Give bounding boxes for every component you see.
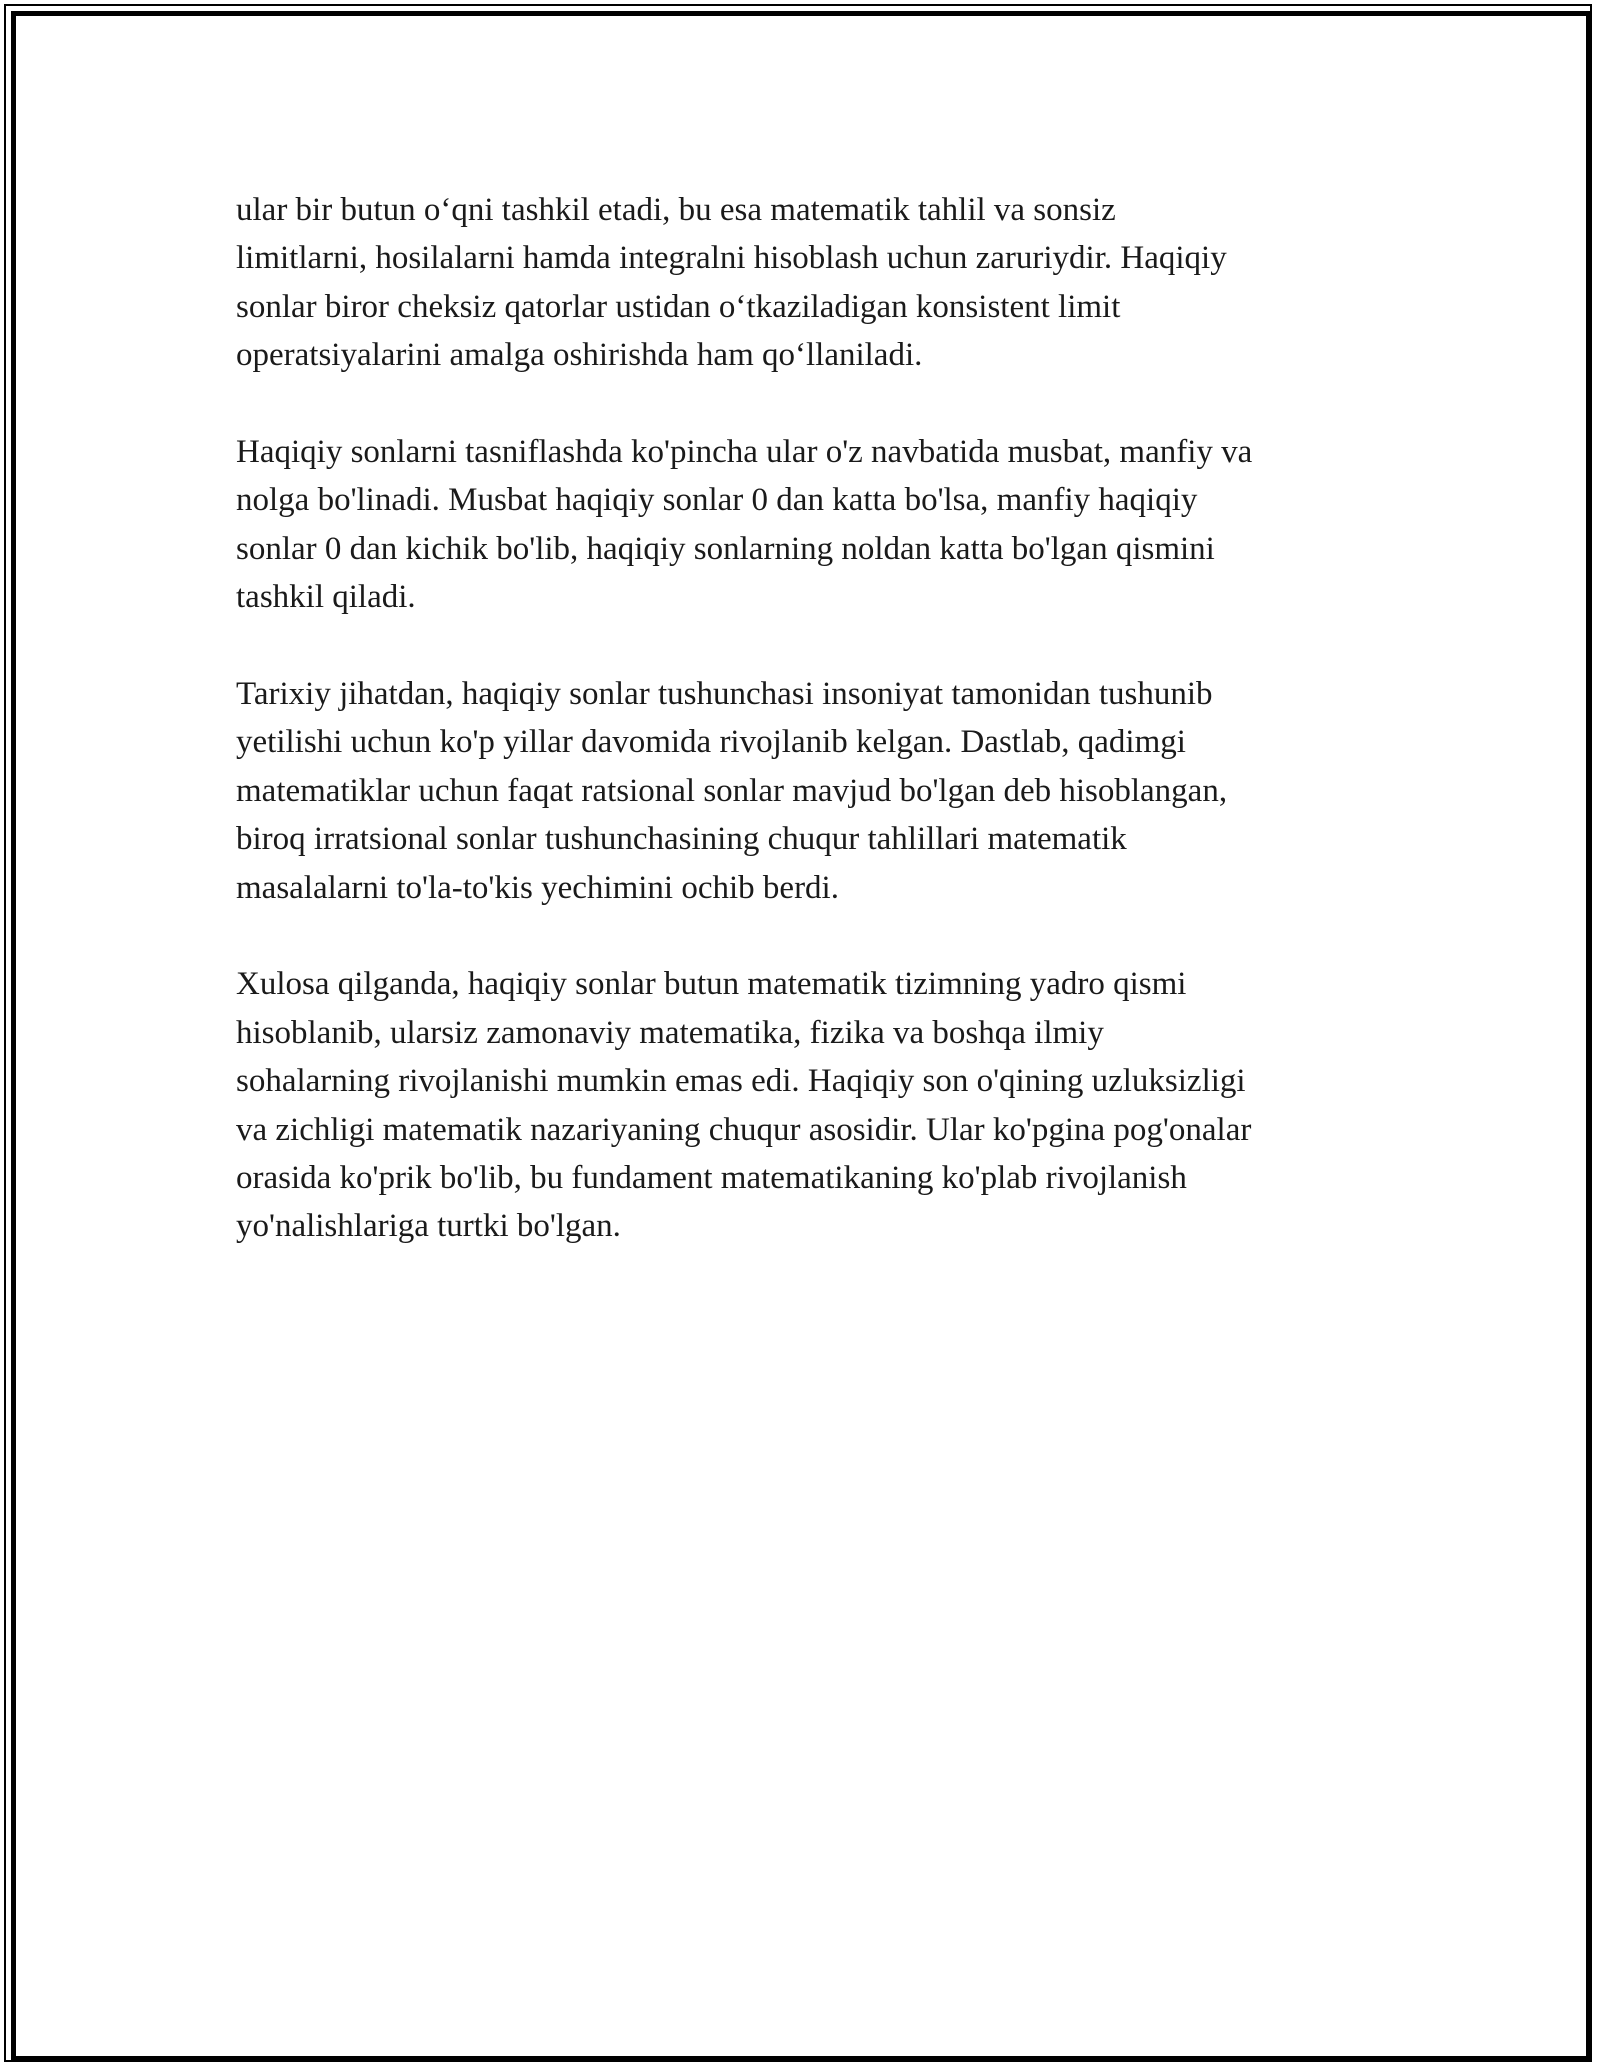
paragraph-3 [236,670,1396,912]
text-line: biroq irratsional sonlar tushunchasining chuqur tahlillari matematik [236,821,1127,858]
paragraph-2 [236,428,1396,622]
text-line: operatsiyalarini amalga oshirishda ham qo‘llaniladi. [236,337,923,374]
text-line: masalalarni to'la-to'kis yechimini ochib berdi. [236,869,839,906]
text-line: tashkil qiladi. [236,579,416,616]
text-line: yo'nalishlariga turtki bo'lgan. [236,1208,621,1245]
text-line: Tarixiy jihatdan, haqiqiy sonlar tushunchasi insoniyat tamonidan tushunib [236,676,1213,713]
text-line: matematiklar uchun faqat ratsional sonlar mavjud bo'lgan deb hisoblangan, [236,772,1228,809]
paragraph-4 [236,960,1396,1250]
text-line: nolga bo'linadi. Musbat haqiqiy sonlar 0 dan katta bo'lsa, manfiy haqiqiy [236,482,1198,519]
text-line: sonlar biror cheksiz qatorlar ustidan o‘tkaziladigan konsistent limit [236,288,1121,325]
text-line: sohalarning rivojlanishi mumkin emas edi. Haqiqiy son o'qining uzluksizligi [236,1063,1246,1100]
text-line: yetilishi uchun ko'p yillar davomida rivojlanib kelgan. Dastlab, qadimgi [236,724,1186,761]
text-line: Haqiqiy sonlarni tasniflashda ko'pincha ular o'z navbatida musbat, manfiy va [236,434,1253,471]
text-line: ular bir butun o‘qni tashkil etadi, bu esa matematik tahlil va sonsiz [236,192,1116,228]
text-line: va zichligi matematik nazariyaning chuqur asosidir. Ular ko'pgina pog'onalar [236,1111,1252,1148]
text-line: orasida ko'prik bo'lib, bu fundament matematikaning ko'plab rivojlanish [236,1160,1187,1197]
text-line: sonlar 0 dan kichik bo'lib, haqiqiy sonlarning noldan katta bo'lgan qismini [236,530,1215,567]
text-line: limitlarni, hosilalarni hamda integralni hisoblash uchun zaruriydir. Haqiqiy [236,240,1227,277]
paragraph-1 [236,186,1396,380]
text-line: hisoblanib, ularsiz zamonaviy matematika, fizika va boshqa ilmiy [236,1014,1104,1051]
text-line: Xulosa qilganda, haqiqiy sonlar butun matematik tizimning yadro qismi [236,966,1187,1003]
document-body [236,186,1396,1299]
